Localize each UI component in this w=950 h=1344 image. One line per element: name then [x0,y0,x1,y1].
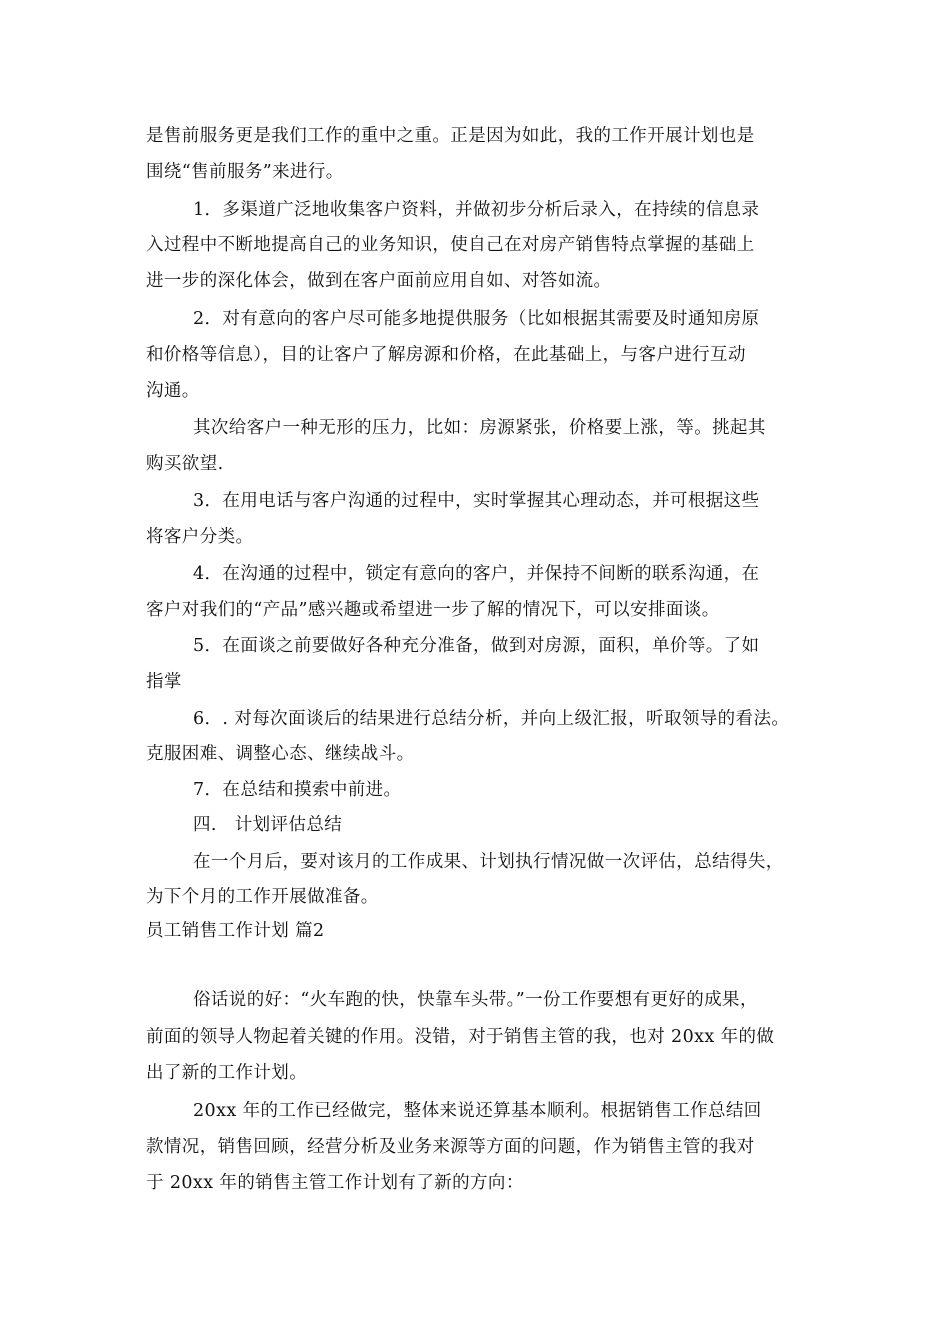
paragraph-line: 是售前服务更是我们工作的重中之重。正是因为如此，我的工作开展计划也是 [146,126,755,146]
section-heading: 四. 计划评估总结 [193,815,343,835]
paragraph-line: 将客户分类。 [146,527,254,547]
paragraph-line: 进一步的深化体会，做到在客户面前应用自如、对答如流。 [146,271,612,291]
list-item-1-line: 1．多渠道广泛地收集客户资料，并做初步分析后录入，在持续的信息录 [193,200,760,220]
list-item-7-line: 7．在总结和摸索中前进。 [193,780,402,800]
paragraph-line: 在一个月后，要对该月的工作成果、计划执行情况做一次评估，总结得失， [193,852,784,872]
paragraph-line: 围绕“售前服务”来进行。 [146,162,344,182]
paragraph-line: 客户对我们的“产品”感兴趣或希望进一步了解的情况下，可以安排面谈。 [146,600,720,620]
paragraph-line: 和价格等信息），目的让客户了解房源和价格，在此基础上，与客户进行互动 [146,345,746,365]
paragraph-line: 俗话说的好：“火车跑的快，快靠车头带。”一份工作要想有更好的成果， [193,990,758,1010]
paragraph-line: 20xx 年的工作已经做完，整体来说还算基本顺利。根据销售工作总结回 [193,1101,762,1121]
article-title: 员工销售工作计划 篇2 [146,921,325,941]
paragraph-line: 入过程中不断地提高自己的业务知识，使自己在对房产销售特点掌握的基础上 [146,235,755,255]
paragraph-line: 其次给客户一种无形的压力，比如：房源紧张，价格要上涨，等。挑起其 [193,418,766,438]
paragraph-line: 沟通。 [146,381,200,401]
list-item-3-line: 3．在用电话与客户沟通的过程中，实时掌握其心理动态，并可根据这些 [193,491,760,511]
paragraph-line: 款情况，销售回顾，经营分析及业务来源等方面的问题，作为销售主管的我对 [146,1137,755,1157]
list-item-4-line: 4．在沟通的过程中，锁定有意向的客户，并保持不间断的联系沟通，在 [193,564,760,584]
paragraph-line: 克服困难、调整心态、继续战斗。 [146,744,415,764]
paragraph-line: 出了新的工作计划。 [146,1063,308,1083]
list-item-6-line: 6．. 对每次面谈后的结果进行总结分析，并向上级汇报，听取领导的看法。 [193,709,790,729]
list-item-2-line: 2．对有意向的客户尽可能多地提供服务（比如根据其需要及时通知房原 [193,309,760,329]
paragraph-line: 前面的领导人物起着关键的作用。没错，对于销售主管的我，也对 20xx 年的做 [146,1027,775,1047]
paragraph-line: 于 20xx 年的销售主管工作计划有了新的方向： [146,1173,524,1193]
paragraph-line: 为下个月的工作开展做准备。 [146,887,379,907]
paragraph-line: 购买欲望. [146,454,224,474]
paragraph-line: 指掌 [146,672,182,692]
list-item-5-line: 5．在面谈之前要做好各种充分准备，做到对房源，面积，单价等。了如 [193,636,760,656]
